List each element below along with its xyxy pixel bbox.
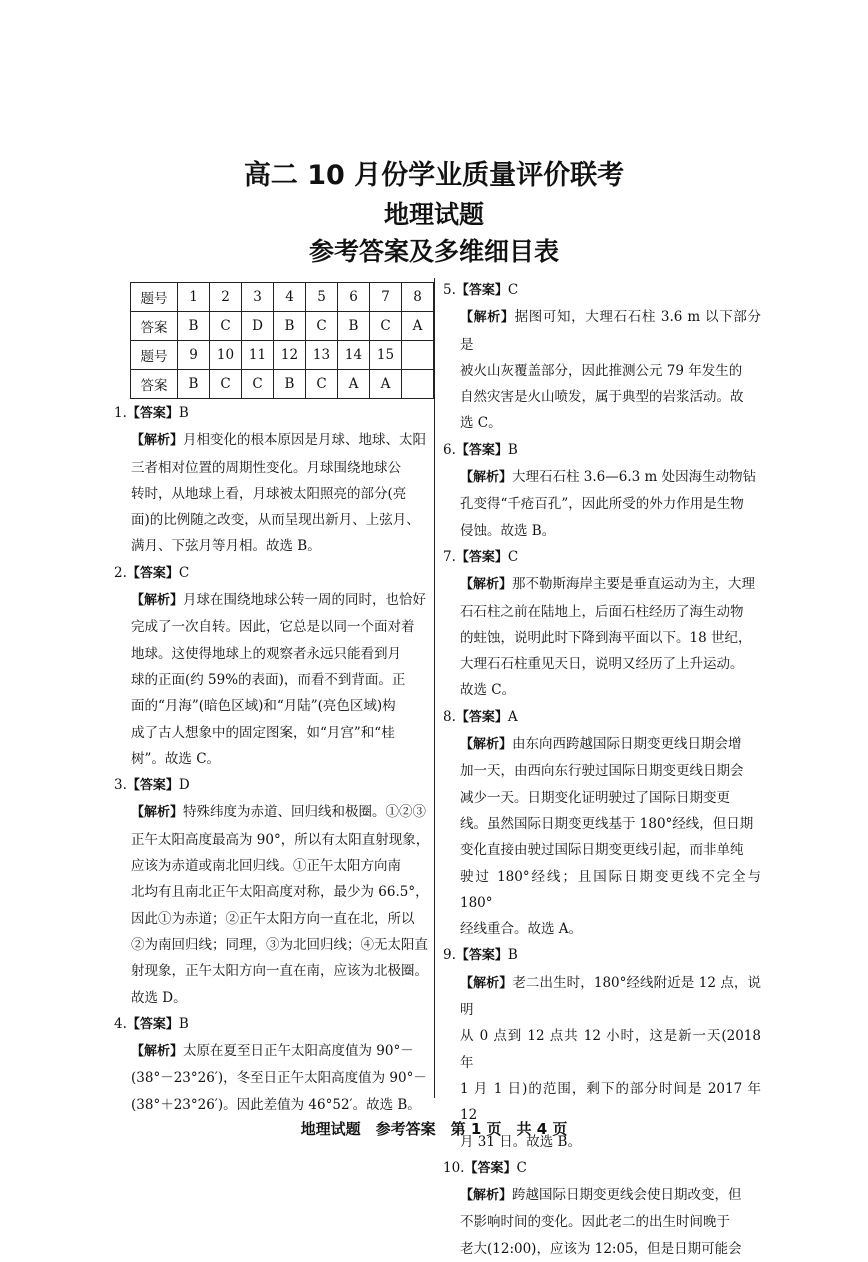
explanation-text: 太原在夏至日正午太阳高度值为 90°－ [183,1043,414,1060]
explanation-text: 地球。这使得地球上的观察者永远只能看到月 [131,645,401,662]
explanation-text: 老二出生时，180°经线附近是 12 点，说明 [460,974,761,1019]
explanation-tag: 【解析】 [460,577,513,593]
explanation-text: 满月、下弦月等月相。故选 B。 [131,538,321,555]
explanation-text: 不影响时间的变化。因此老二的出生时间晚于 [460,1214,730,1231]
table-cell: 5 [306,283,338,312]
answer-tag: 【答案】 [455,283,508,298]
explanation-line [114,693,432,719]
explanation-line [443,358,761,384]
explanation-text: 故选 D。 [131,989,187,1006]
explanation-text: 线。虽然国际日期变更线基于 180°经线，但日期 [460,815,754,832]
answer-value: C [507,548,519,565]
table-row [131,370,434,399]
answer-value: B [178,405,189,421]
table-cell: A [402,312,434,341]
table-cell: A [338,370,370,399]
explanation-text: 球的正面(约 59%的表面)，而看不到背面。正 [131,671,406,688]
explanation-line [114,827,432,853]
explanation-text: 侵蚀。故选 B。 [460,522,556,539]
question-answer-line [443,704,761,731]
row-header-cell: 答案 [131,312,178,341]
explanation-line [443,677,761,703]
explanation-line [443,410,761,436]
explanation-tag: 【解析】 [460,737,513,753]
explanation-line [114,533,432,559]
explanation-line [114,799,432,826]
explanation-text: 三者相对位置的周期性变化。月球围绕地球公 [131,459,401,476]
column-divider [434,278,435,1098]
table-row [131,283,434,312]
question-answer-line [443,1155,761,1182]
explanation-text: 加一天，由西向东行驶过国际日期变更线日期会 [460,763,744,780]
explanation-text: 跨越国际日期变更线会使日期改变，但 [512,1187,742,1204]
page-footer: 地理试题 参考答案 第 1 页 共 4 页 [300,1120,568,1138]
explanation-line [443,758,761,784]
table-cell: C [306,370,338,399]
row-header-cell: 题号 [131,341,178,370]
table-cell: 11 [242,341,274,370]
explanation-text: 选 C。 [460,415,502,432]
question-answer-line [443,437,761,464]
table-cell: B [178,370,210,399]
explanation-text: 面的“月海”(暗色区域)和“月陆”(亮色区域)构 [131,698,396,715]
explanation-line [443,464,761,491]
explanation-line [114,1038,432,1065]
explanation-text: 面)的比例随之改变，从而呈现出新月、上弦月、 [131,512,420,529]
explanation-text: 石石柱之前在陆地上，后面石柱经历了海生动物 [460,603,744,620]
explanation-text: 应该为赤道或南北回归线。①正午太阳方向南 [131,858,401,875]
explanation-line [443,518,761,544]
explanation-text: 1 月 1 日)的范围，剩下的部分时间是 2017 年 12 [460,1080,761,1124]
explanation-line [114,1092,432,1118]
question-answer-line [114,560,432,587]
answer-tag: 【答案】 [464,1160,517,1176]
explanation-line [114,587,432,614]
explanation-line [114,746,432,772]
answer-value: B [507,947,518,964]
question-number: 2. [114,564,127,581]
explanation-text: 自然灾害是火山喷发，属于典型的岩浆活动。故 [460,389,744,406]
explanation-line [114,481,432,507]
explanation-line [443,864,761,917]
explanation-line [114,667,432,693]
explanation-text: 老大(12:00)，应该为 12:05，但是日期可能会 [460,1240,742,1257]
explanation-text: 转时，从地球上看，月球被太阳照亮的部分(亮 [131,485,407,502]
question-number: 3. [114,777,127,794]
explanation-text: 月相变化的根本原因是月球、地球、太阳 [183,432,427,449]
answer-tag: 【答案】 [455,948,508,964]
explanation-line [443,731,761,758]
explanation-text: 射现象，正午太阳方向一直在南，应该为北极圈。 [131,963,428,980]
question-number: 1. [114,405,127,421]
explanation-line [443,599,761,625]
explanation-tag: 【解析】 [131,1044,184,1060]
table-cell: 2 [210,283,242,312]
explanation-text: 那不勒斯海岸主要是垂直运动为主，大理 [512,576,756,593]
explanation-text: 特殊纬度为赤道、回归线和极圈。①②③ [183,804,427,821]
table-cell: 6 [338,283,370,312]
answer-tag: 【答案】 [455,442,508,458]
explanation-tag: 【解析】 [131,593,184,609]
table-cell: C [210,370,242,399]
table-cell: B [178,312,210,341]
explanation-line [114,641,432,667]
explanation-text: 大理石石柱重见天日，说明又经历了上升运动。 [460,656,744,673]
explanation-tag: 【解析】 [131,805,184,821]
explanation-line [114,614,432,640]
answer-tag: 【答案】 [455,709,508,725]
explanation-line [443,785,761,811]
explanation-text: 正午太阳高度最高为 90°，所以有太阳直射现象， [131,831,430,848]
explanation-tag: 【解析】 [460,310,515,326]
table-cell: 13 [306,341,338,370]
explanation-line [114,1065,432,1091]
explanation-line [114,507,432,533]
subtitle: 参考答案及多维细目表 [308,237,559,266]
table-cell: B [274,370,306,399]
row-header-cell: 答案 [131,370,178,399]
explanation-tag: 【解析】 [460,470,513,486]
answer-value: C [516,1159,527,1176]
table-cell: 1 [178,283,210,312]
explanation-text: 由东向西跨越国际日期变更线日期会增 [512,736,742,753]
explanation-text: (38°－23°26′)，冬至日正午太阳高度值为 90°－ [131,1070,427,1087]
explanation-line [443,811,761,837]
explanation-text: 北均有且南北正午太阳高度对称，最少为 66.5°， [131,884,429,901]
explanation-line [443,571,761,598]
explanation-text: 孔变得“千疮百孔”，因此所受的外力作用是生物 [460,496,744,513]
explanation-line [443,625,761,651]
table-cell: C [242,370,274,399]
explanation-text: 据图可知，大理石石柱 3.6 m 以下部分是 [460,309,761,353]
answer-tag: 【答案】 [126,778,179,794]
question-answer-line [443,277,761,304]
explanation-text: ②为南回归线；同理，③为北回归线；④无太阳直 [131,936,428,953]
explanation-line [114,455,432,481]
table-cell: 3 [242,283,274,312]
answer-value: C [178,564,190,581]
answer-tag: 【答案】 [455,549,508,565]
explanation-text: 故选 C。 [460,682,516,699]
question-number: 4. [114,1015,127,1032]
answer-tag: 【答案】 [126,565,179,581]
explanation-text: 大理石石柱 3.6—6.3 m 处因海生动物钻 [512,469,757,486]
explanation-text: (38°＋23°26′)。因此差值为 46°52′。故选 B。 [131,1096,421,1113]
explanation-text: 完成了一次自转。因此，它总是以同一个面对着 [131,619,415,636]
right-column [443,277,761,1262]
table-row [131,341,434,370]
question-answer-line [114,1011,432,1038]
explanation-line [114,958,432,984]
table-cell: 7 [370,283,402,312]
table-cell: 14 [338,341,370,370]
question-answer-line [114,400,432,427]
explanation-line [114,932,432,958]
table-cell: C [306,312,338,341]
explanation-text: 月球在围绕地球公转一周的同时，也恰好 [183,592,427,609]
explanation-line [114,985,432,1011]
explanation-line [443,970,761,1024]
left-column [114,400,432,1118]
explanation-line [114,427,432,454]
table-cell: C [370,312,402,341]
answer-value: D [178,777,190,794]
explanation-line [443,1023,761,1076]
table-cell: 4 [274,283,306,312]
table-cell: 8 [402,283,434,312]
explanation-line [443,491,761,517]
title-block [0,158,868,270]
explanation-tag: 【解析】 [460,1188,513,1204]
table-cell: 9 [178,341,210,370]
explanation-line [443,1209,761,1235]
explanation-text: 月 31 日。故选 B。 [460,1133,581,1150]
answer-tag: 【答案】 [126,1016,179,1032]
table-row [131,312,434,341]
answer-table [130,282,434,399]
explanation-text: 从 0 点到 12 点共 12 小时，这是新一天(2018 年 [460,1028,761,1071]
explanation-text: 树”。故选 C。 [131,750,221,767]
question-answer-line [114,772,432,799]
question-number: 5. [443,282,456,298]
explanation-line [114,906,432,932]
table-cell: B [274,312,306,341]
explanation-tag: 【解析】 [131,433,184,449]
explanation-text: 驶过 180°经线；且国际日期变更线不完全与 180° [460,868,761,911]
table-cell [402,341,434,370]
explanation-line [114,853,432,879]
table-cell: 15 [370,341,402,370]
table-cell: D [242,312,274,341]
explanation-line [443,837,761,863]
question-number: 8. [443,708,456,725]
explanation-line [443,651,761,677]
answer-value: B [178,1015,189,1032]
question-number: 7. [443,548,456,565]
answer-value: B [507,441,518,458]
table-cell: 10 [210,341,242,370]
explanation-line [443,916,761,942]
table-cell: 12 [274,341,306,370]
question-answer-line [443,544,761,571]
answer-value: A [507,708,518,725]
table-cell: A [370,370,402,399]
table-cell [402,370,434,399]
explanation-text: 成了古人想象中的固定图案，如“月宫”和“桂 [131,724,395,741]
table-cell: B [338,312,370,341]
subject-title: 地理试题 [383,200,484,229]
explanation-text: 的蛀蚀，说明此时下降到海平面以下。18 世纪， [460,629,752,646]
table-cell: C [210,312,242,341]
question-answer-line [443,942,761,969]
question-number: 10. [443,1159,465,1176]
explanation-text: 被火山灰覆盖部分，因此推测公元 79 年发生的 [460,362,743,379]
explanation-line [443,384,761,410]
explanation-line [443,1182,761,1209]
explanation-line [114,879,432,905]
question-number: 6. [443,441,456,458]
explanation-text: 变化直接由驶过国际日期变更线引起，而非单纯 [460,842,744,859]
question-number: 9. [443,947,456,964]
explanation-text: 因此①为赤道；②正午太阳方向一直在北，所以 [131,910,415,927]
explanation-line [443,304,761,358]
page-title: 高二 10 月份学业质量评价联考 [243,160,625,191]
answer-value: C [507,282,519,298]
explanation-text: 减少一天。日期变化证明驶过了国际日期变更 [460,789,730,806]
row-header-cell: 题号 [131,283,178,312]
explanation-line [114,720,432,746]
explanation-tag: 【解析】 [460,975,513,991]
explanation-line [443,1236,761,1262]
answer-tag: 【答案】 [126,406,179,421]
explanation-text: 经线重合。故选 A。 [460,921,583,938]
